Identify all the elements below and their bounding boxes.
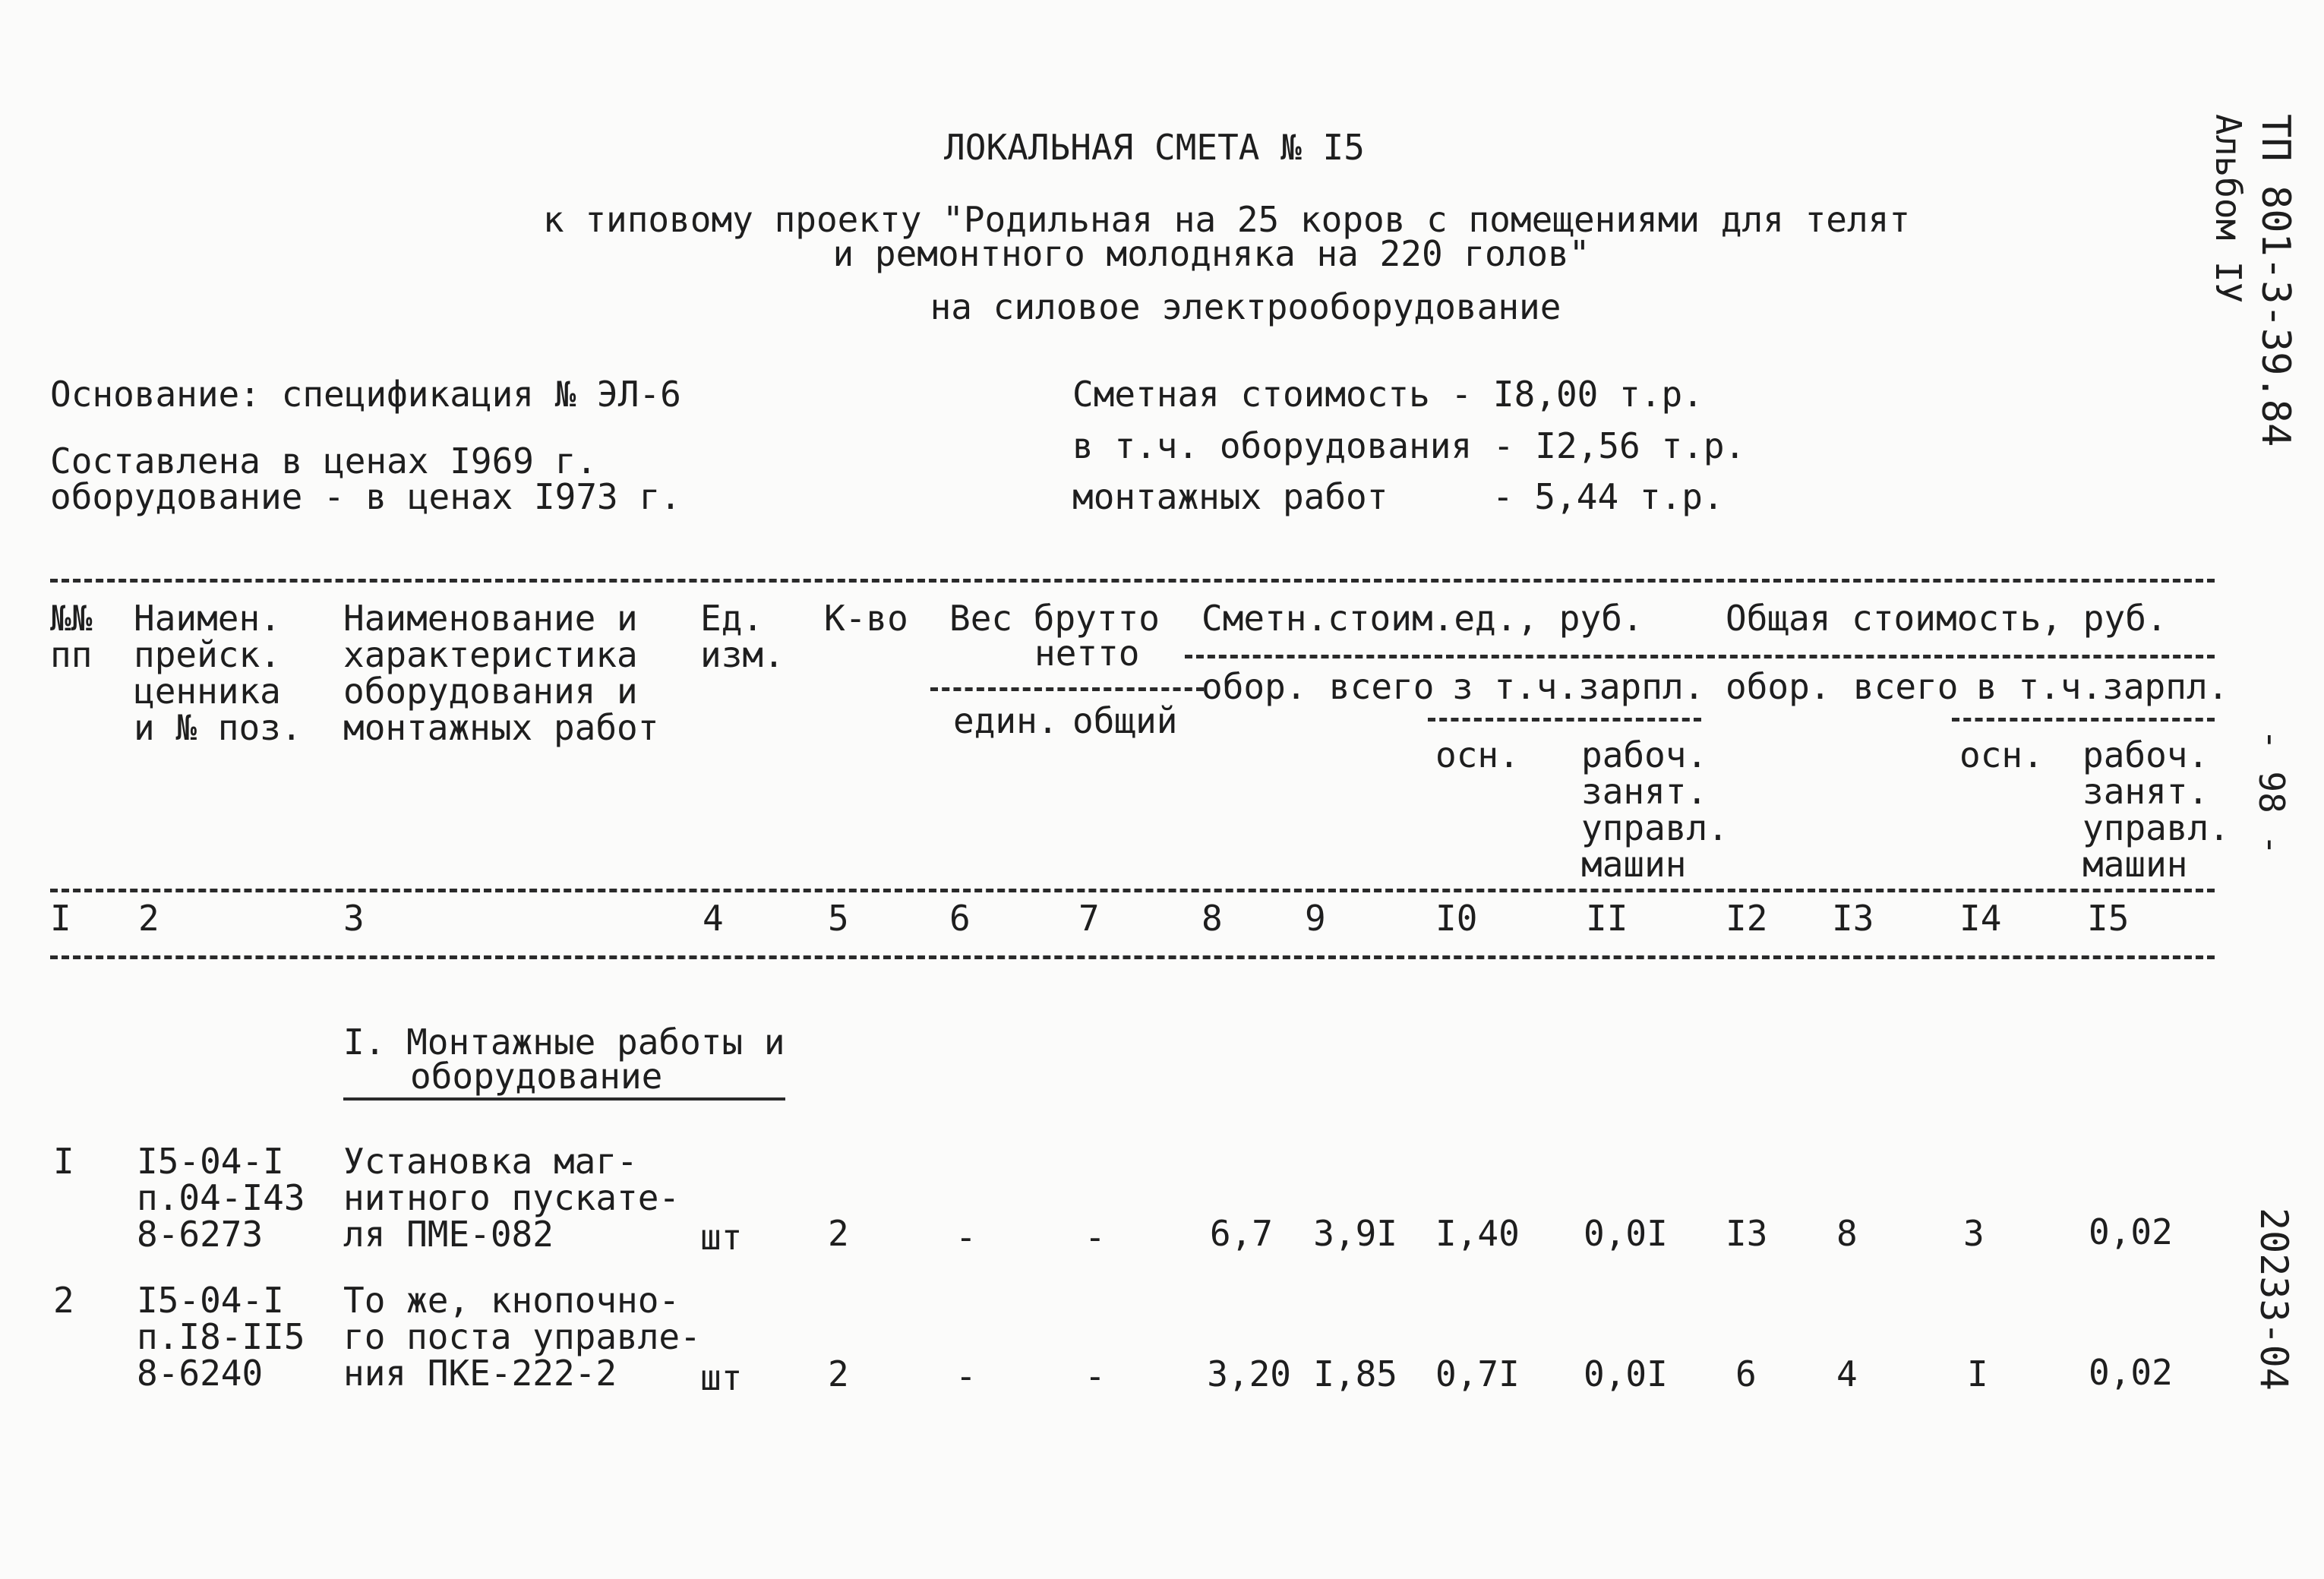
header-total-cost: Общая стоимость, руб. (1726, 598, 2168, 639)
header-unit-incl-wage: з т.ч.зарпл. (1452, 666, 1705, 707)
col-number-7: 7 (1078, 898, 1100, 939)
row-weight-total: - (1085, 1217, 1106, 1258)
cost-divider (1185, 655, 2215, 658)
subtitle-line-3: на силовое электрооборудование (930, 286, 1561, 327)
header-unit-machines: рабоч. занят. управл. машин (1581, 734, 1729, 885)
row-total-machines: 0,02 (2089, 1211, 2173, 1252)
row-unit-equip: 6,7 (1209, 1213, 1273, 1254)
album-label: Альбом IУ (2208, 114, 2249, 304)
col-number-2: 2 (138, 898, 159, 939)
row-total-total: 8 (1836, 1213, 1858, 1254)
header-unit-cost: Сметн.стоим.ед., руб. (1201, 598, 1644, 639)
cost-equipment: в т.ч. оборудования - I2,56 т.р. (1072, 425, 1746, 466)
header-unit-osn: осн. (1435, 734, 1520, 775)
row-price-code: I5-04-I п.04-I43 8-6273 (137, 1141, 305, 1255)
header-total-machines: рабоч. занят. управл. машин (2082, 734, 2230, 885)
header-total-incl-wage: в т.ч.зарпл. (1976, 666, 2229, 707)
row-unit-machines: 0,0I (1584, 1353, 1668, 1394)
row-quantity: 2 (828, 1213, 849, 1254)
col-number-5: 5 (828, 898, 849, 939)
row-total-osn: I (1967, 1353, 1988, 1394)
basis-line-3: оборудование - в ценах I973 г. (50, 476, 681, 517)
col-number-13: I3 (1832, 898, 1874, 939)
subtitle-line-1: к типовому проекту "Родильная на 25 коров с помещениями для телят (542, 199, 1911, 240)
header-weight-total: общий (1072, 700, 1178, 741)
row-weight-total: - (1085, 1356, 1106, 1397)
basis-line-2: Составлена в ценах I969 г. (50, 441, 598, 482)
section-title-underline (343, 1097, 785, 1101)
col-number-10: I0 (1435, 898, 1478, 939)
col-number-15: I5 (2087, 898, 2130, 939)
col-number-1: I (50, 898, 71, 939)
header-top-rule (50, 579, 2215, 583)
header-weight-net: нетто (1034, 633, 1140, 674)
header-col-number: №№ пп (50, 598, 93, 675)
row-quantity: 2 (828, 1353, 849, 1394)
row-total-equip: I3 (1726, 1213, 1768, 1254)
total-wage-divider (1952, 718, 2215, 722)
section-title-line-2: оборудование (410, 1056, 663, 1097)
row-description: Установка маг- нитного пускате- ля ПМЕ-082 (343, 1141, 680, 1255)
col-number-4: 4 (703, 898, 724, 939)
row-unit-equip: 3,20 (1207, 1353, 1291, 1394)
header-total-equip: обор. (1726, 666, 1831, 707)
col-number-8: 8 (1201, 898, 1223, 939)
unit-wage-divider (1428, 718, 1701, 722)
header-weight-unit: един. (953, 700, 1059, 741)
row-unit: шт (700, 1357, 743, 1398)
row-total-total: 4 (1836, 1353, 1858, 1394)
header-total-osn: осн. (1959, 734, 2044, 775)
section-title-line-1: I. Монтажные работы и (343, 1022, 785, 1063)
row-weight-unit: - (955, 1356, 977, 1397)
row-unit-total: 3,9I (1313, 1213, 1397, 1254)
header-col-quantity: К-во (824, 598, 908, 639)
header-total-total: всего (1853, 666, 1959, 707)
project-code: ТП 801-3-39.84 (2253, 114, 2298, 447)
col-number-14: I4 (1959, 898, 2002, 939)
page-number: - 98 - (2251, 729, 2292, 856)
row-weight-unit: - (955, 1217, 977, 1258)
row-number: 2 (53, 1280, 74, 1321)
col-number-9: 9 (1305, 898, 1326, 939)
col-number-6: 6 (949, 898, 971, 939)
subtitle-line-2: и ремонтного молодняка на 220 голов" (832, 233, 1590, 274)
header-weight-top: Вес брутто (949, 598, 1160, 639)
basis-line-1: Основание: спецификация № ЭЛ-6 (50, 374, 681, 415)
cost-total: Сметная стоимость - I8,00 т.р. (1072, 374, 1704, 415)
header-col-unit: Ед. изм. (700, 598, 785, 675)
row-number: I (53, 1141, 74, 1182)
header-unit-equip: обор. (1201, 666, 1307, 707)
header-bottom-rule (50, 889, 2215, 892)
header-col-price-code: Наимен. прейск. ценника и № поз. (134, 598, 302, 748)
row-total-machines: 0,02 (2089, 1352, 2173, 1393)
cost-installation-label: монтажных работ (1072, 476, 1388, 517)
header-col-description: Наименование и характеристика оборудования и монтажных работ (343, 598, 659, 748)
column-numbers-rule (50, 955, 2215, 959)
row-unit-osn: I,40 (1435, 1213, 1520, 1254)
col-number-3: 3 (343, 898, 365, 939)
col-number-11: II (1586, 898, 1628, 939)
cost-installation-value: - 5,44 т.р. (1492, 476, 1724, 517)
row-unit-total: I,85 (1313, 1353, 1397, 1394)
row-description: То же, кнопочно- го поста управле- ния ПКЕ-222-2 (343, 1280, 701, 1394)
document-number: 20233-04 (2252, 1208, 2296, 1391)
row-unit-osn: 0,7I (1435, 1353, 1520, 1394)
row-price-code: I5-04-I п.I8-II5 8-6240 (137, 1280, 305, 1394)
row-unit-machines: 0,0I (1584, 1213, 1668, 1254)
row-total-equip: 6 (1735, 1353, 1757, 1394)
weight-divider (930, 687, 1204, 691)
row-total-osn: 3 (1963, 1213, 1985, 1254)
row-unit: шт (700, 1217, 743, 1258)
document-title: ЛОКАЛЬНАЯ СМЕТА № I5 (944, 127, 1365, 168)
col-number-12: I2 (1726, 898, 1768, 939)
header-unit-total: всего (1329, 666, 1435, 707)
